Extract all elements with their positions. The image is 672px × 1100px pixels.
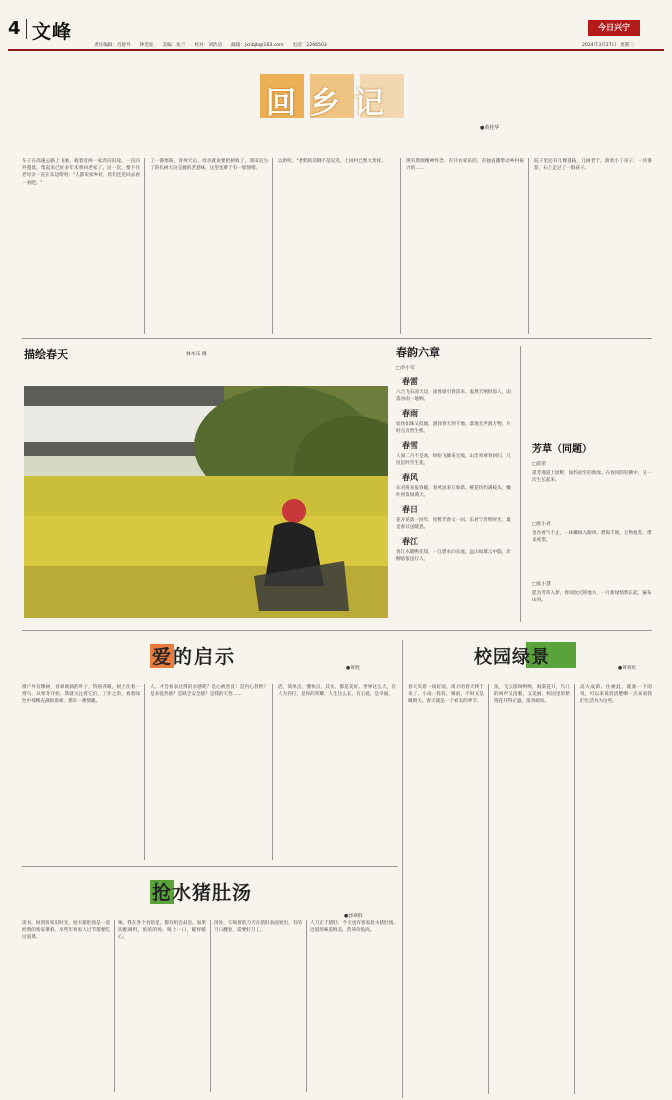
love-title: 爱的启示 [152,646,237,668]
phone: 电话：2266503 [292,43,327,48]
poem-text: 如丝如珠又似烟，润泽春天到千地。落地无声润万物，片时点点皆生机。 [396,422,511,434]
photo-title: 描绘春天 [24,348,68,361]
page-number: 4 [8,18,21,39]
fangcao-author: □张小慧 [532,582,551,587]
poem-text: 六合飞石凉天边，雨香谁引春雷来。轰然天响恒惊人，雨落谷雨一地响。 [396,390,511,402]
fangcao-text: 愿为芳草入梦，春风吹过的地方，一片新绿悄然长起，遍布山河。 [532,591,652,603]
poem-item [396,536,514,563]
poem-heading: 春雨 [402,409,418,418]
section-title: 文峰 [32,21,73,43]
editor-info [94,42,327,48]
love-col-3: 活，简单点，懂快点，其实，都是美好。世界这么大，有人为你打，是你的荣耀；人生这么长，有心爱，是幸福。 [278,685,396,698]
fangcao-section [528,440,652,630]
fangcao-text: 遥芳漫道上原野，如约而至的新绿。在春风的轻拂中，又一次生长起来。 [532,471,652,483]
article-col-1: 车子在高速公路上飞驰，载着近两一家奔向旧途。一直向外蔓延，集起来已好多年未曾回老家了。这一次，要不住老母亲一直在耳边唠叨："人都说家乡好，你们还是回去看一看吧。" [22,159,140,186]
pig-col-4: 人刀正于猪肚：今天也有客家抢水猪肚汤。这道汤味道鲜美，营养价值高。 [310,921,398,934]
editor-2: 钟金征 [139,43,154,48]
article-col-3: 以聆听。"老奶的话倒不是玩笑，上回村已然大变样。 [278,159,386,164]
poem-set-title: 春韵六章 [396,346,440,359]
article-col-5: 院子里还有几棵荔枝，几树老于，荫着小了身子，一块番茄，石上走过了一群孩子。 [534,159,652,172]
masthead [0,0,672,52]
poem-item [396,440,514,467]
fangcao-author: □雷荣 [532,462,547,467]
spring-photo [24,386,388,618]
love-col-1: 窗户外有棵树，青翠欲滴的叶子，特别养眼。树上住着一窝鸟。从寒冬开始，我就关注着它们。工作之余，看着绿色中那棵充满的翡翠，那有一番情趣。 [22,685,140,705]
spring-photo-image [24,386,388,618]
poem-list [396,376,514,563]
poem-text: 花开花落一回年，短暂芳春又一回。东君宁肯给时光，最是春日送暖意。 [396,518,511,530]
poem-item [396,504,514,531]
article-col-4: 现有资源精神怀念，有开农家乐的，有独直播带动乡村振兴的…… [406,159,524,172]
poem-text: 人间二月不是冰，纷纷飞舞来无痕。山峦青翠春回归，几度沉吟雪生花。 [396,454,511,466]
fangcao-text: 金谷香气不止，一抹嫩绿入眼帘。碧海千顷，万物复苏，带来希望。 [532,531,652,543]
campus-col-2: 鱼，飞云游叫鸭鸭，海棠花开，鸟儿的叫声又清脆，又美丽。校园里的紫荆花开得正盛，落英缤纷。 [494,685,570,705]
poem-item [396,408,514,435]
campus-author: ●黄荷红 [618,666,637,671]
pig-col-2: 味，我在各个食馆里，都有机会品尝。加果切配调料，浓浓的汤，喝上一口，暖胃暖心。 [118,921,206,941]
love-col-2: 人，才会看表达得的亲感呢？是心被善良！是内心甚智？是多爱善感？是缺乏安全感？是我的天性…… [150,685,268,698]
fangcao-author: □张小君 [532,522,551,527]
issue-date [582,42,634,48]
proofreader: 校对：刘浩洁 [194,43,223,48]
poem-heading: 春雪 [402,441,418,450]
poem-text: 春江水暖鸭先知，一江碧水向东流。远山如黛云中隐，岸柳依依送行人。 [396,550,511,562]
campus-col-1: 春天夹着一场好雨，周方的春天终于来了，小雨一阵阵，细雨，不时又是晴朗天。春天就是一个看美的季节。 [408,685,484,705]
poem-item [396,472,514,499]
poem-set-author: □李小军 [396,366,415,371]
pig-title: 抢水猪肚汤 [152,882,253,904]
poem-heading: 春风 [402,473,418,482]
logo: 今日兴宁 [588,20,640,36]
poem-text: 东君将来报春暖，春风送来万象新。桃花灼灼满枝头，嫩叶初发绿满天。 [396,486,511,498]
pig-col-3: 汤处。乍喝着的刀刃在猪肚表面划出，有的刀口翻卷，需要好刀工。 [214,921,302,934]
email: 邮箱：jxnbjb@163.com [231,43,284,48]
poem-heading: 春雷 [402,377,418,386]
poem-heading: 春日 [402,505,418,514]
banner-author: ●黄桂华 [480,125,500,131]
article-col-2: 了一番寒暄，青州天后，母亲就说要把树收了，那田是为了的孔树大这完她的老意味，这里也难于有一股情绪。 [150,159,268,172]
weekday: 星期三 [620,43,635,48]
campus-col-3: 高大成荫。住树此，就新一下的说，可以来说清清楚晰一点来看我们生活为为这些。 [580,685,652,705]
campus-title: 校园绿景 [474,647,550,668]
poem-heading: 春江 [402,537,418,546]
fangcao-title: 芳草（同题） [532,444,592,455]
art-editor: 美编：张兰 [162,43,186,48]
poem-item [396,376,514,403]
pig-title-block [150,876,290,910]
pig-author: ●郭翠群 [344,914,363,919]
love-title-block [150,640,270,674]
date: 2024年3月27日 [582,43,617,48]
pig-col-1: 读书，回到客家旧时光，抢水猪肚汤是一道经典的客家菜肴。早些年客家人过节都要吃这道菜。 [22,921,110,941]
hometown-banner [240,66,440,126]
campus-title-block [470,640,590,674]
love-author: ●黄胜 [346,666,360,671]
poem-set [396,336,514,626]
banner-title: 回乡记 [266,86,398,121]
editor: 责任编辑：肖舒丹 [94,43,131,48]
photo-credit: 林木乐 摄 [186,352,207,357]
